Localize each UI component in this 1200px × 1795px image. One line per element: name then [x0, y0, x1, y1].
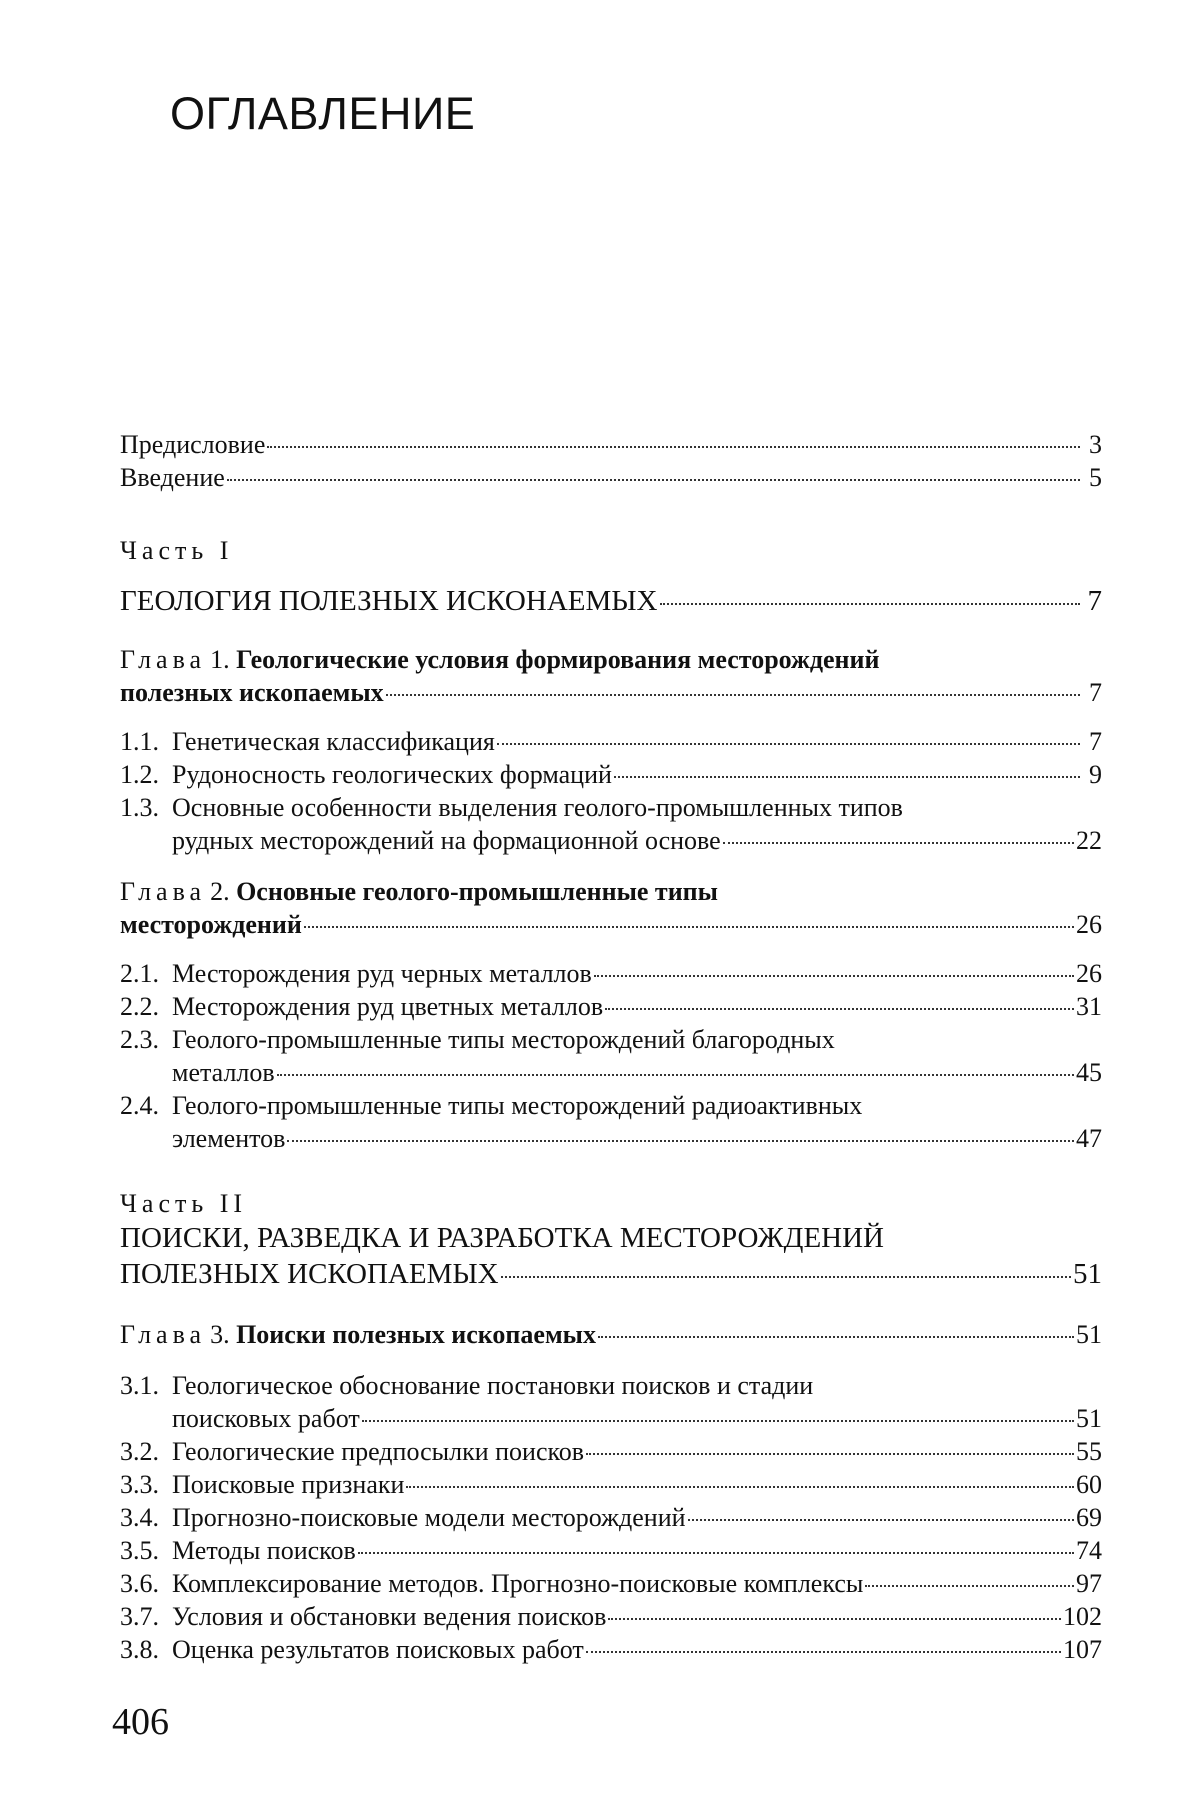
section-label-continued: рудных месторождений на формационной основе — [172, 826, 721, 855]
toc-page-number: 7 — [1089, 727, 1102, 756]
toc-entry-part-1[interactable] — [120, 583, 1102, 619]
section-label: Основные особенности выделения геолого-промышленных типов — [172, 793, 903, 822]
toc-page-number: 55 — [1076, 1437, 1102, 1466]
leader-dots — [304, 926, 1074, 928]
chapter-1-heading[interactable] — [120, 643, 1102, 676]
toc-page-number: 45 — [1076, 1058, 1102, 1087]
leader-dots — [497, 743, 1080, 745]
section-label-continued: металлов — [172, 1058, 275, 1087]
section-number: 3.8. — [120, 1635, 159, 1664]
toc-page-number: 26 — [1076, 959, 1102, 988]
leader-dots — [406, 1486, 1074, 1488]
toc-entry-section-line-2[interactable] — [120, 824, 1102, 857]
section-number: 1.1. — [120, 727, 159, 756]
toc-entry-section-line-2[interactable] — [120, 1122, 1102, 1155]
leader-dots — [660, 603, 1081, 605]
toc-page-number: 69 — [1076, 1503, 1102, 1532]
toc-entry-section[interactable] — [120, 1567, 1102, 1600]
leader-dots — [614, 776, 1080, 778]
section-label: Месторождения руд черных металлов — [172, 959, 592, 988]
chapter-word: Глава — [120, 1320, 207, 1349]
toc-entry-section-line-2[interactable] — [120, 1402, 1102, 1435]
section-label: Оценка результатов поисковых работ — [172, 1635, 584, 1664]
leader-dots — [586, 1453, 1074, 1455]
chapter-title-line-1: Основные геолого-промышленные типы — [236, 877, 718, 906]
section-number: 3.2. — [120, 1437, 159, 1466]
section-label: Месторождения руд цветных металлов — [172, 992, 604, 1021]
section-label: Прогнозно-поисковые модели месторождений — [172, 1503, 686, 1532]
toc-entry-section-line-1[interactable] — [120, 1369, 1102, 1402]
chapter-title-line-1: Геологические условия формирования месторождений — [236, 645, 880, 674]
chapter-number: 2. — [210, 877, 230, 906]
toc-entry-label: Введение — [120, 463, 225, 492]
chapter-word: Глава — [120, 877, 207, 906]
toc-entry-chapter-3[interactable] — [120, 1318, 1102, 1351]
section-label: Поисковые признаки — [172, 1470, 405, 1499]
toc-entry-preface[interactable] — [120, 428, 1102, 461]
toc-page-number: 51 — [1073, 1258, 1102, 1290]
leader-dots — [865, 1585, 1074, 1587]
toc-page-number: 107 — [1063, 1635, 1102, 1664]
section-label: Геологические предпосылки поисков — [172, 1437, 585, 1466]
section-number: 3.4. — [120, 1503, 159, 1532]
toc-entry-section[interactable] — [120, 990, 1102, 1023]
toc-page-number: 5 — [1089, 463, 1102, 492]
leader-dots — [723, 842, 1074, 844]
chapter-title-line-2: месторождений — [120, 910, 302, 939]
toc-page-number: 47 — [1076, 1124, 1102, 1153]
toc-entry-chapter-1[interactable] — [120, 676, 1102, 709]
section-label: Условия и обстановки ведения поисков — [172, 1602, 607, 1631]
toc-entry-section[interactable] — [120, 957, 1102, 990]
toc-entry-section[interactable] — [120, 725, 1102, 758]
toc-entry-section-line-1[interactable] — [120, 1089, 1102, 1122]
toc-entry-section[interactable] — [120, 1633, 1102, 1666]
section-number: 3.6. — [120, 1569, 159, 1598]
chapter-word: Глава — [120, 645, 207, 674]
toc-page-number: 74 — [1076, 1536, 1102, 1565]
part-2-title-line-1: ПОИСКИ, РАЗВЕДКА И РАЗРАБОТКА МЕСТОРОЖДЕНИЙ — [120, 1222, 884, 1254]
section-label-continued: поисковых работ — [172, 1404, 360, 1433]
section-label: Методы поисков — [172, 1536, 356, 1565]
toc-page-number: 9 — [1089, 760, 1102, 789]
leader-dots — [386, 694, 1080, 696]
table-of-contents — [120, 428, 1102, 1666]
chapter-number: 1. — [210, 645, 230, 674]
toc-entry-section[interactable] — [120, 1501, 1102, 1534]
part-2-label: Часть II — [120, 1189, 248, 1218]
leader-dots — [287, 1140, 1074, 1142]
section-number: 2.1. — [120, 959, 159, 988]
toc-entry-introduction[interactable] — [120, 461, 1102, 494]
part-1-title: ГЕОЛОГИЯ ПОЛЕЗНЫХ ИСКОНАЕМЫХ — [120, 585, 658, 617]
leader-dots — [277, 1074, 1074, 1076]
toc-entry-section-line-2[interactable] — [120, 1056, 1102, 1089]
toc-page-number: 97 — [1076, 1569, 1102, 1598]
page-title: ОГЛАВЛЕНИЕ — [170, 88, 476, 139]
leader-dots — [501, 1276, 1071, 1278]
leader-dots — [362, 1420, 1074, 1422]
chapter-2-heading[interactable] — [120, 875, 1102, 908]
leader-dots — [608, 1618, 1061, 1620]
toc-page-number: 31 — [1076, 992, 1102, 1021]
toc-page-number: 7 — [1087, 585, 1102, 617]
toc-page-number: 60 — [1076, 1470, 1102, 1499]
leader-dots — [358, 1552, 1074, 1554]
toc-page-number: 51 — [1076, 1320, 1102, 1349]
leader-dots — [594, 975, 1074, 977]
section-label: Генетическая классификация — [172, 727, 495, 756]
toc-entry-part-2[interactable] — [120, 1256, 1102, 1292]
leader-dots — [598, 1336, 1074, 1338]
toc-page-number: 22 — [1076, 826, 1102, 855]
toc-page-number: 3 — [1089, 430, 1102, 459]
toc-page-number: 26 — [1076, 910, 1102, 939]
toc-page-number: 102 — [1063, 1602, 1102, 1631]
toc-page-number: 51 — [1076, 1404, 1102, 1433]
leader-dots — [605, 1008, 1074, 1010]
leader-dots — [688, 1519, 1074, 1521]
toc-entry-chapter-2[interactable] — [120, 908, 1102, 941]
leader-dots — [227, 479, 1080, 481]
part-2-title-line-2: ПОЛЕЗНЫХ ИСКОПАЕМЫХ — [120, 1258, 499, 1290]
section-label: Геологическое обоснование постановки поисков и стадии — [172, 1371, 814, 1400]
section-number: 2.3. — [120, 1025, 159, 1054]
section-number: 2.2. — [120, 992, 159, 1021]
chapter-number: 3. — [210, 1320, 230, 1349]
page-number: 406 — [112, 1701, 169, 1743]
section-label-continued: элементов — [172, 1124, 286, 1153]
section-label: Геолого-промышленные типы месторождений радиоактивных — [172, 1091, 863, 1120]
chapter-title-line-2: полезных ископаемых — [120, 678, 384, 707]
section-label: Геолого-промышленные типы месторождений благородных — [172, 1025, 835, 1054]
toc-entry-section[interactable] — [120, 1600, 1102, 1633]
chapter-title: Поиски полезных ископаемых — [236, 1320, 596, 1349]
toc-entry-section[interactable] — [120, 1534, 1102, 1567]
toc-entry-section-line-1[interactable] — [120, 791, 1102, 824]
leader-dots — [267, 446, 1080, 448]
toc-entry-label: Предисловие — [120, 430, 266, 459]
toc-entry-section[interactable] — [120, 1468, 1102, 1501]
section-number: 1.3. — [120, 793, 159, 822]
part-1-label: Часть I — [120, 536, 234, 565]
section-number: 3.1. — [120, 1371, 159, 1400]
toc-page-number: 7 — [1089, 678, 1102, 707]
section-number: 3.5. — [120, 1536, 159, 1565]
section-number: 2.4. — [120, 1091, 159, 1120]
section-label: Комплексирование методов. Прогнозно-поисковые комплексы — [172, 1569, 864, 1598]
leader-dots — [586, 1651, 1061, 1653]
section-number: 1.2. — [120, 760, 159, 789]
toc-entry-section[interactable] — [120, 758, 1102, 791]
toc-entry-section[interactable] — [120, 1435, 1102, 1468]
section-number: 3.3. — [120, 1470, 159, 1499]
section-number: 3.7. — [120, 1602, 159, 1631]
toc-entry-section-line-1[interactable] — [120, 1023, 1102, 1056]
section-label: Рудоносность геологических формаций — [172, 760, 612, 789]
